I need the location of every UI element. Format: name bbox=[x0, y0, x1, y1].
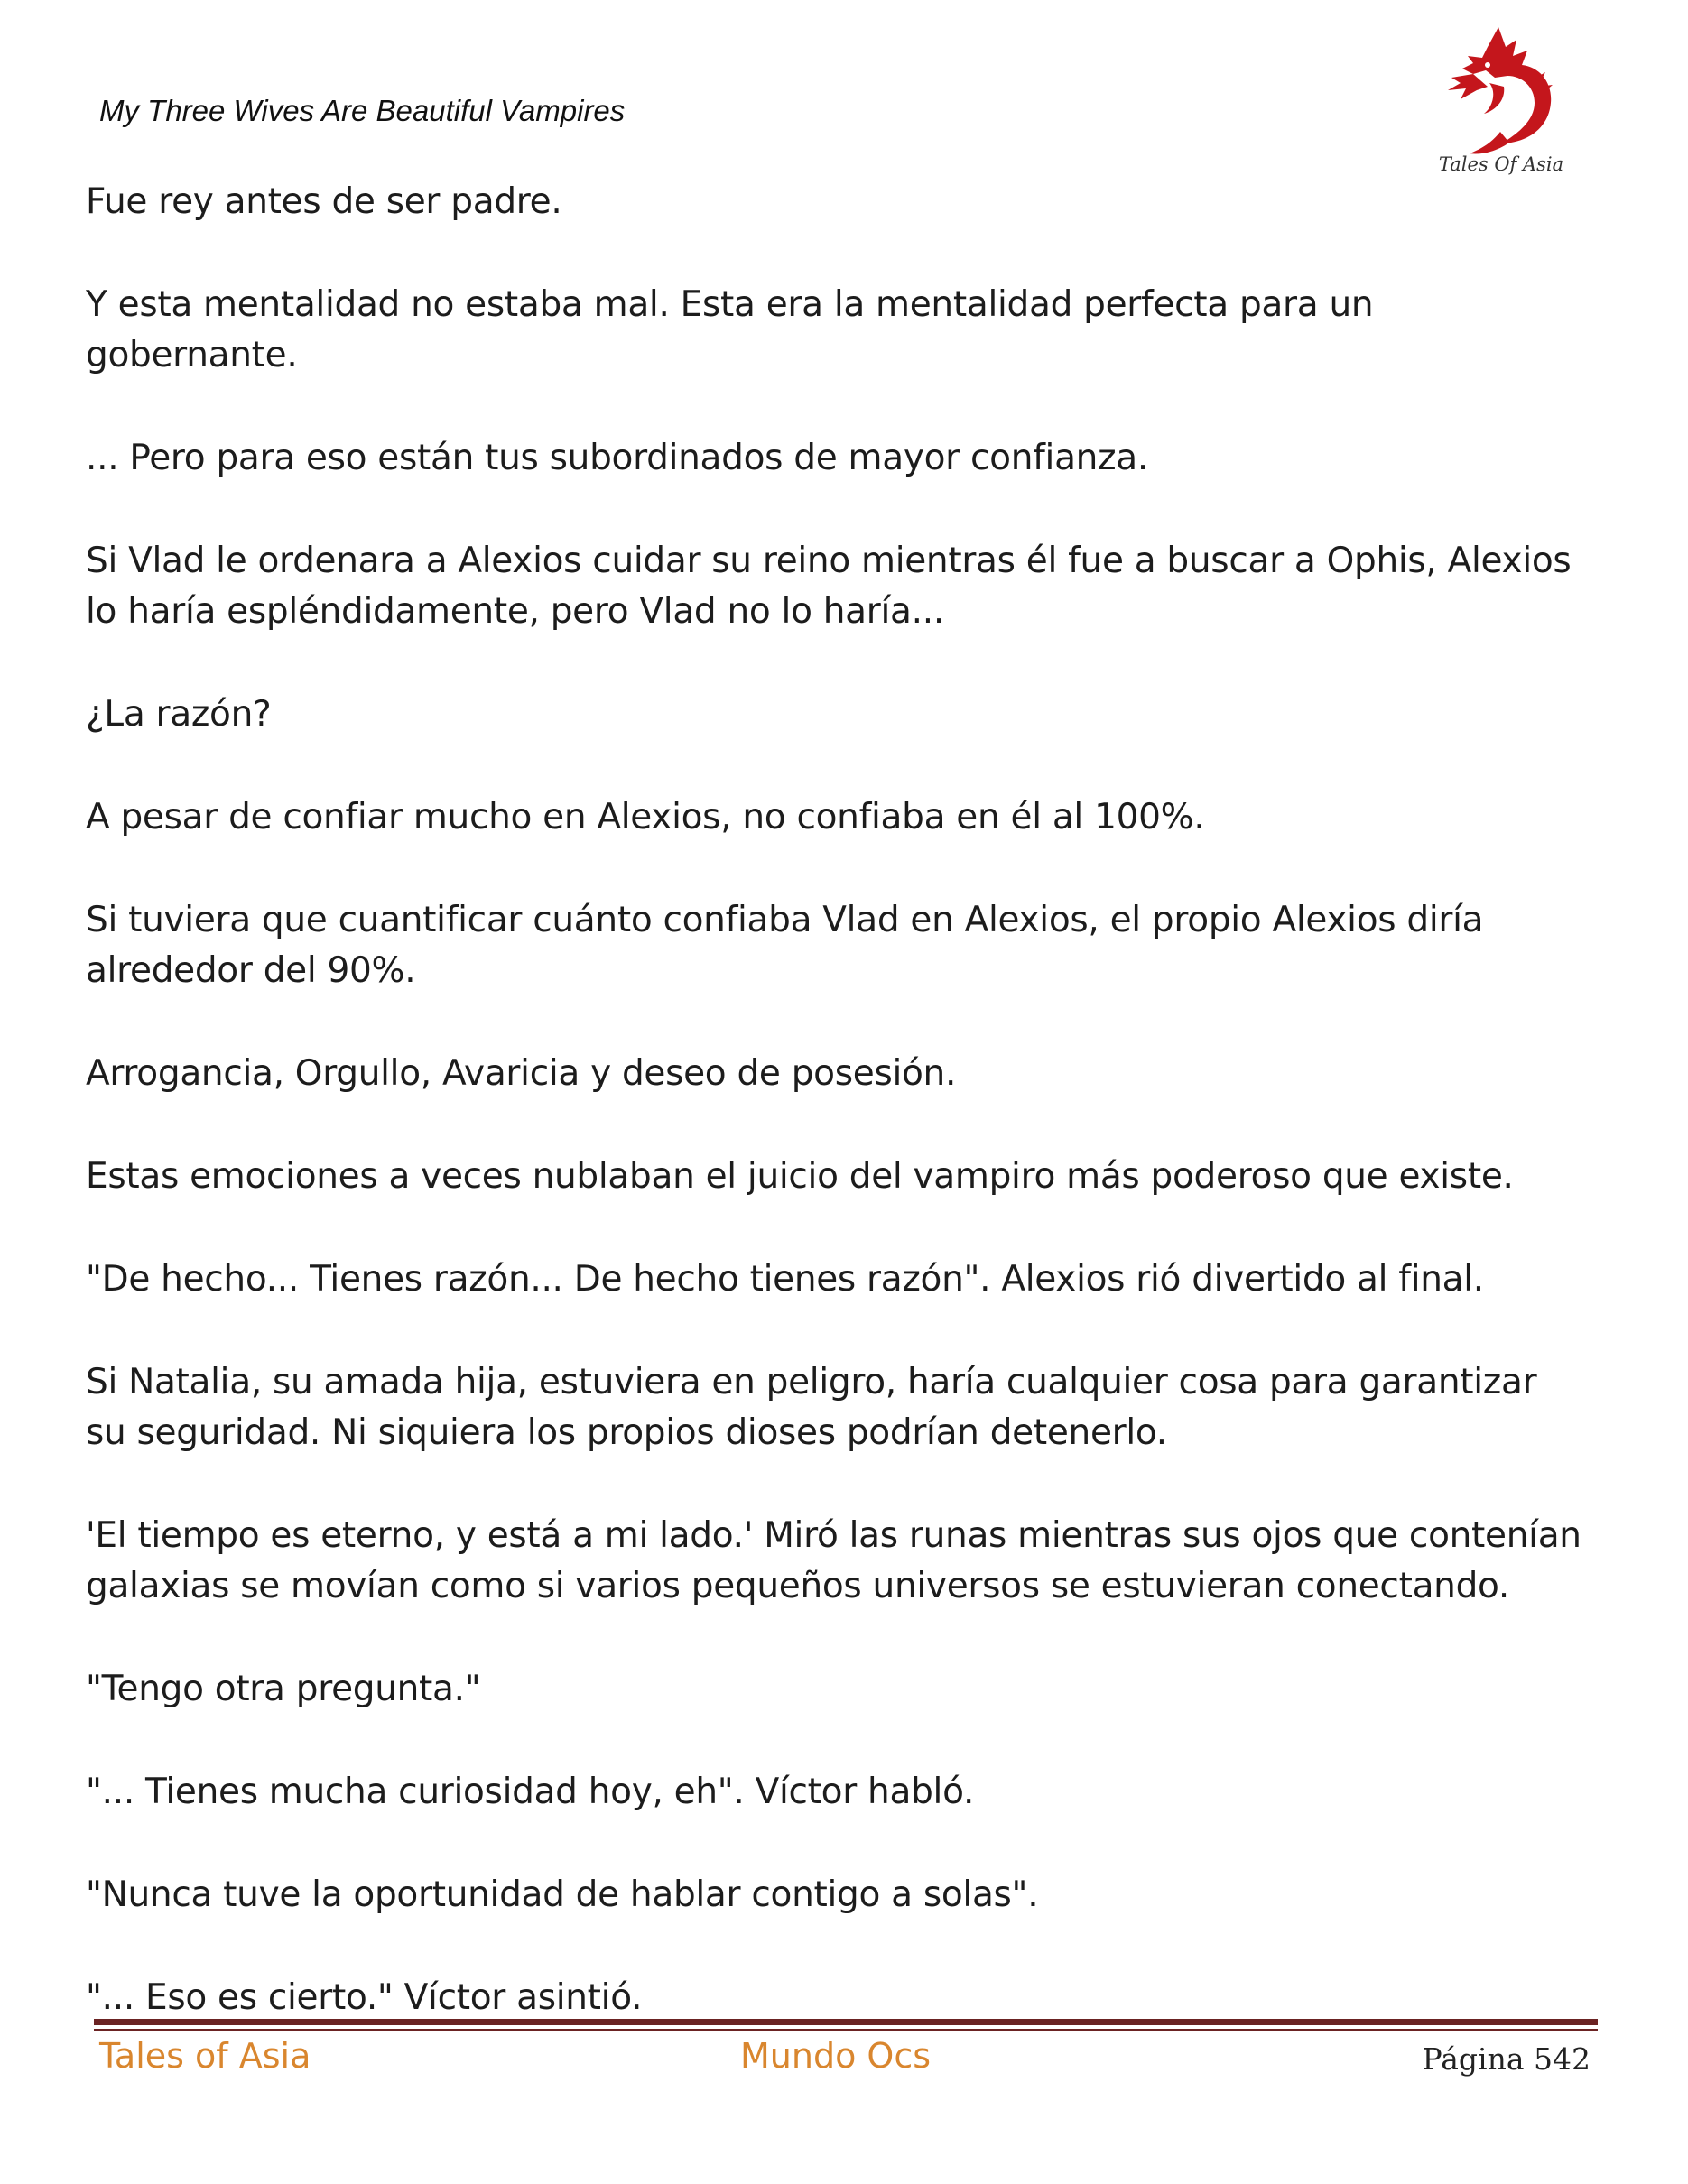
paragraph: Si Natalia, su amada hija, estuviera en peligro, haría cualquier cosa para garantizar su seguridad. Ni siquiera los propios dioses podrían detenerlo. bbox=[86, 1362, 1537, 1453]
footer-divider-thick bbox=[94, 2019, 1598, 2025]
chapter-body bbox=[86, 177, 1584, 2076]
logo-caption: Tales Of Asia bbox=[1438, 153, 1564, 175]
paragraph: ¿La razón? bbox=[86, 694, 272, 735]
paragraph: Y esta mentalidad no estaba mal. Esta era la mentalidad perfecta para un gobernante. bbox=[86, 284, 1374, 375]
paragraph: "De hecho... Tienes razón... De hecho tienes razón". Alexios rió divertido al final. bbox=[86, 1259, 1484, 1300]
paragraph: A pesar de confiar mucho en Alexios, no confiaba en él al 100%. bbox=[86, 797, 1205, 838]
footer-site-name: Mundo Ocs bbox=[740, 2036, 932, 2076]
document-header-title: My Three Wives Are Beautiful Vampires bbox=[99, 94, 626, 127]
paragraph: 'El tiempo es eterno, y está a mi lado.' Miró las runas mientras sus ojos que contenían galaxias se movían como si varios pequeños universos se estuvieran conectando. bbox=[86, 1515, 1581, 1606]
tales-of-asia-logo bbox=[1433, 20, 1569, 182]
footer-publisher: Tales of Asia bbox=[99, 2036, 311, 2076]
footer-divider-thin bbox=[94, 2029, 1598, 2031]
page-number: Página 542 bbox=[1422, 2041, 1591, 2077]
paragraph: "... Eso es cierto." Víctor asintió. bbox=[86, 1977, 643, 2018]
paragraph: Si tuviera que cuantificar cuánto confiaba Vlad en Alexios, el propio Alexios diría alrededor del 90%. bbox=[86, 900, 1484, 991]
paragraph: Estas emociones a veces nublaban el juicio del vampiro más poderoso que existe. bbox=[86, 1156, 1514, 1197]
red-dragon-logo-icon bbox=[1433, 20, 1569, 164]
paragraph: ... Pero para eso están tus subordinados de mayor confianza. bbox=[86, 438, 1148, 478]
paragraph: Arrogancia, Orgullo, Avaricia y deseo de posesión. bbox=[86, 1053, 957, 1094]
paragraph: Fue rey antes de ser padre. bbox=[86, 181, 562, 222]
paragraph: "... Tienes mucha curiosidad hoy, eh". Víctor habló. bbox=[86, 1772, 975, 1812]
paragraph: "Tengo otra pregunta." bbox=[86, 1669, 481, 1709]
paragraph: "Nunca tuve la oportunidad de hablar contigo a solas". bbox=[86, 1874, 1039, 1915]
paragraph: Si Vlad le ordenara a Alexios cuidar su reino mientras él fue a buscar a Ophis, Alexios lo haría espléndidamente, pero Vlad no lo haría... bbox=[86, 541, 1572, 632]
